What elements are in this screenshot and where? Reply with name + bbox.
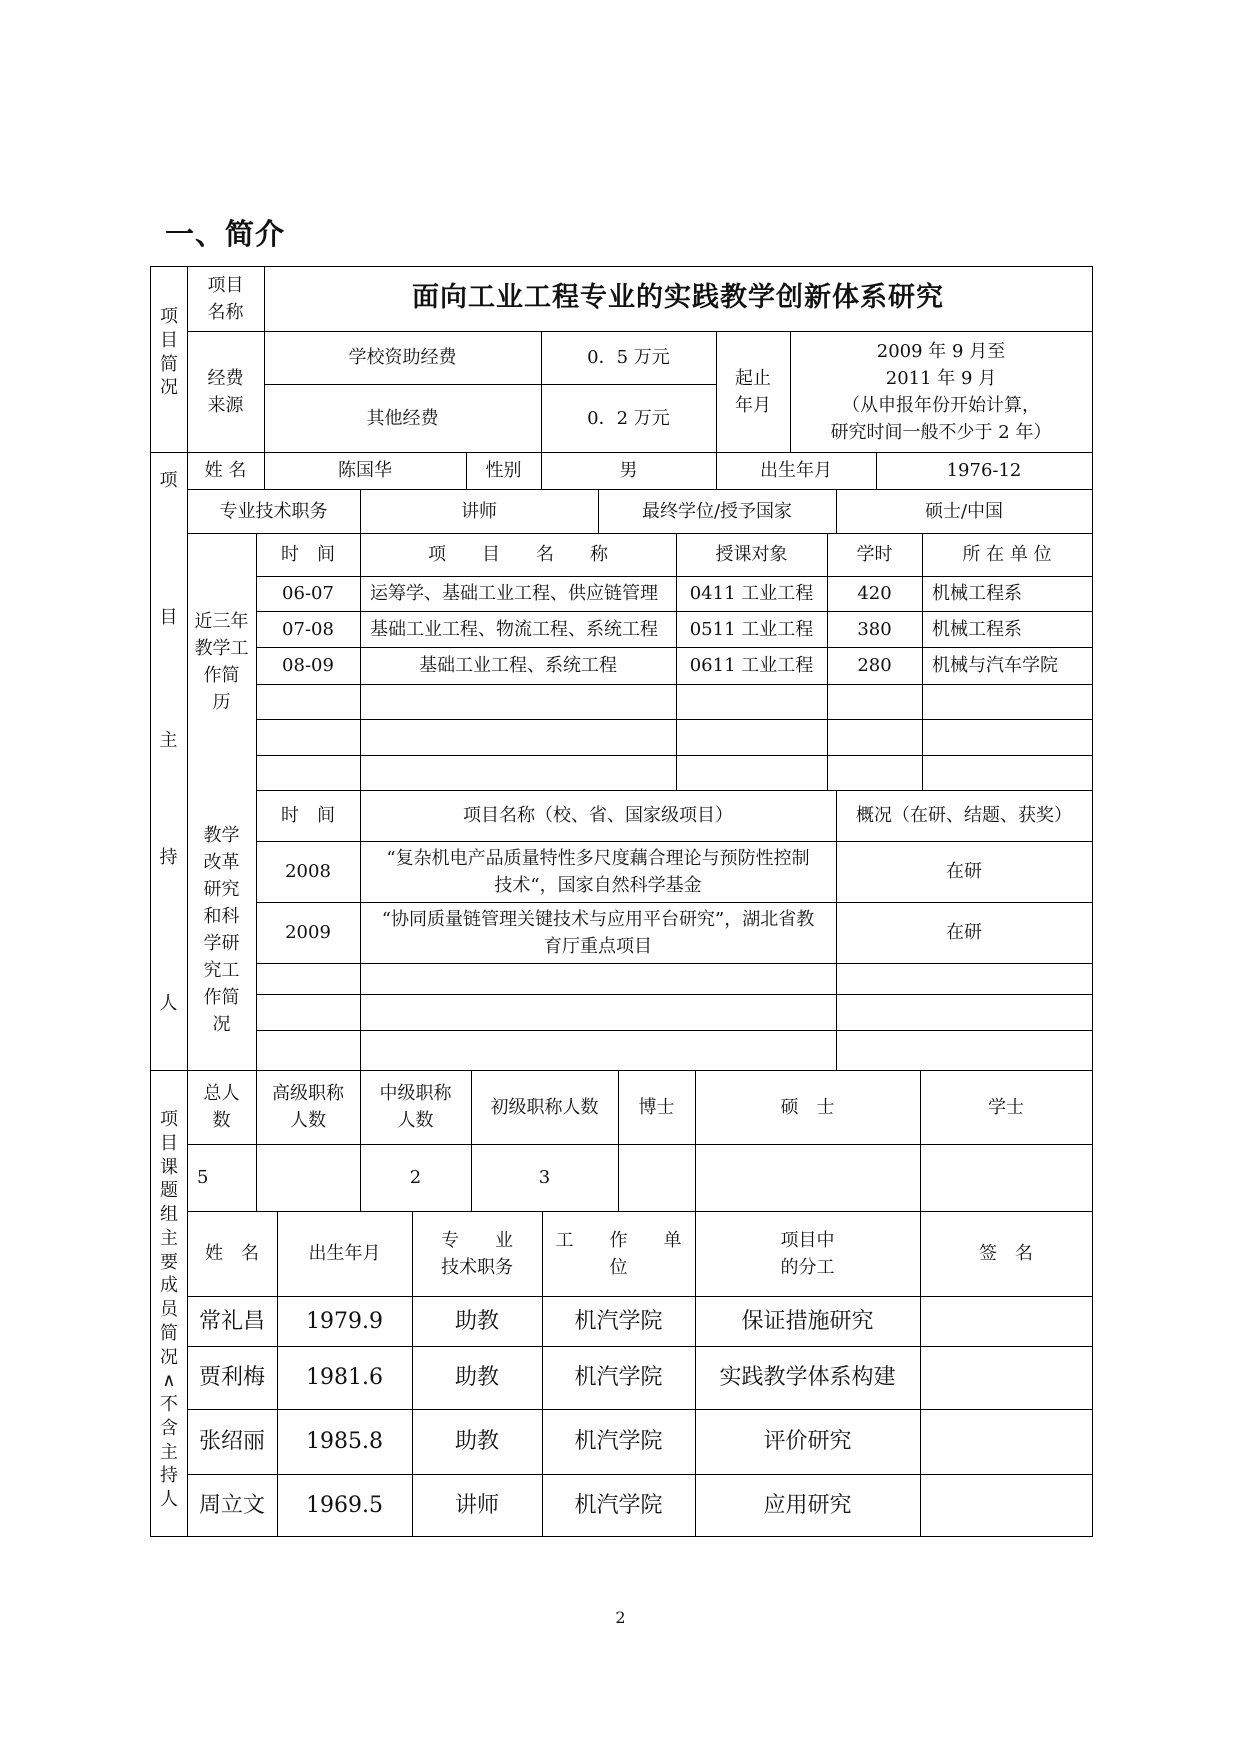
teaching-cell: 基础工业工程、物流工程、系统工程 bbox=[370, 618, 658, 640]
member-stats-header: 初级职称人数 bbox=[490, 1096, 599, 1118]
teaching-cell: 机械工程系 bbox=[932, 618, 1022, 640]
teaching-header: 授课对象 bbox=[715, 544, 788, 565]
member-cell: 周立文 bbox=[198, 1492, 265, 1518]
member-stats-header: 总人 数 bbox=[203, 1083, 240, 1131]
host-name-label: 姓 名 bbox=[204, 460, 247, 481]
teaching-header: 学时 bbox=[856, 544, 893, 565]
member-header: 姓 名 bbox=[205, 1243, 259, 1264]
member-cell: 常礼昌 bbox=[198, 1308, 265, 1334]
table-rule bbox=[150, 266, 151, 1537]
member-cell: 保证措施研究 bbox=[741, 1308, 874, 1334]
section-label-host-char: 人 bbox=[159, 992, 178, 1014]
member-cell: 助教 bbox=[454, 1365, 499, 1390]
table-rule bbox=[256, 994, 1093, 995]
member-stats-value: 2 bbox=[409, 1167, 422, 1188]
member-cell: 1979.9 bbox=[306, 1308, 383, 1334]
member-header: 签 名 bbox=[979, 1243, 1033, 1264]
member-header: 出生年月 bbox=[308, 1243, 381, 1264]
other-fund-label: 其他经费 bbox=[366, 407, 439, 429]
teaching-cell: 07-08 bbox=[282, 618, 334, 640]
member-cell: 1981.6 bbox=[306, 1365, 383, 1390]
research-cell: 在研 bbox=[946, 922, 982, 943]
school-fund-value: 0．5 万元 bbox=[587, 347, 670, 368]
host-birth-label: 出生年月 bbox=[760, 460, 832, 481]
research-cell: “协同质量链管理关键技术与应用平台研究”，湖北省教 育厅重点项目 bbox=[381, 908, 815, 957]
table-rule bbox=[256, 1030, 1093, 1031]
section-label-host-char: 主 bbox=[159, 729, 178, 751]
member-cell: 张绍丽 bbox=[198, 1429, 265, 1454]
member-cell bbox=[920, 1346, 1092, 1409]
member-stats-value bbox=[920, 1144, 1092, 1211]
member-header: 工 作 单 位 bbox=[555, 1229, 682, 1278]
section-label-members: 项 目 课 题 组 主 要 成 员 简 况 ∧ 不 含 主 持 人 bbox=[160, 1109, 178, 1510]
teaching-cell: 0411 工业工程 bbox=[689, 583, 814, 604]
member-stats-value: 3 bbox=[538, 1167, 551, 1188]
teaching-cell: 运筹学、基础工业工程、供应链管理 bbox=[370, 583, 658, 604]
host-degree: 硕士/中国 bbox=[924, 500, 1004, 522]
table-rule bbox=[256, 719, 1093, 720]
member-stats-value bbox=[695, 1144, 920, 1211]
teaching-cell: 机械工程系 bbox=[932, 583, 1022, 604]
member-stats-value: 5 bbox=[197, 1167, 209, 1188]
research-cell: 2008 bbox=[285, 861, 331, 882]
teaching-header: 项 目 名 称 bbox=[428, 544, 608, 565]
member-stats-value bbox=[618, 1144, 695, 1211]
member-cell: 应用研究 bbox=[763, 1492, 852, 1518]
member-cell: 助教 bbox=[454, 1429, 499, 1454]
research-cell: 2009 bbox=[285, 922, 331, 943]
period-value: 2009 年 9 月至 2011 年 9 月 （从申报年份开始计算， 研究时间一般不少于 2 年） bbox=[830, 340, 1052, 443]
teaching-cell: 420 bbox=[857, 583, 892, 604]
section-label-overview: 项 目 简 况 bbox=[160, 306, 178, 399]
host-gender-label: 性别 bbox=[485, 460, 522, 481]
member-cell: 讲师 bbox=[454, 1492, 499, 1518]
teaching-header: 时 间 bbox=[281, 544, 335, 565]
member-header: 项目中 的分工 bbox=[780, 1229, 835, 1278]
research-cell: “复杂机电产品质量特性多尺度藕合理论与预防性控制 技术“，国家自然科学基金 bbox=[386, 847, 810, 896]
teaching-cell: 机械与汽车学院 bbox=[932, 655, 1058, 676]
member-cell: 贾利梅 bbox=[198, 1365, 265, 1390]
member-cell: 机汽学院 bbox=[574, 1365, 663, 1390]
member-cell bbox=[920, 1474, 1092, 1536]
research-header: 时 间 bbox=[281, 805, 335, 826]
host-title: 讲师 bbox=[461, 500, 497, 522]
research-cell: 在研 bbox=[946, 861, 982, 882]
teaching-cell: 08-09 bbox=[282, 655, 334, 676]
research-header: 项目名称（校、省、国家级项目） bbox=[463, 805, 733, 826]
member-cell: 机汽学院 bbox=[574, 1492, 663, 1518]
page-heading: 一、简介 bbox=[165, 217, 286, 251]
project-name-label: 项目 名称 bbox=[207, 274, 244, 323]
member-cell: 机汽学院 bbox=[574, 1308, 663, 1334]
member-cell: 实践教学体系构建 bbox=[719, 1365, 896, 1390]
member-stats-header: 博士 bbox=[638, 1096, 675, 1118]
member-cell: 1985.8 bbox=[306, 1429, 383, 1454]
host-title-label: 专业技术职务 bbox=[219, 500, 328, 522]
teaching-header: 所 在 单 位 bbox=[962, 544, 1052, 565]
member-cell: 助教 bbox=[454, 1308, 499, 1334]
host-birth: 1976-12 bbox=[946, 460, 1022, 481]
teaching-cell: 0511 工业工程 bbox=[689, 618, 814, 640]
member-cell: 评价研究 bbox=[763, 1429, 852, 1454]
section-label-host-char: 项 bbox=[159, 469, 178, 491]
member-stats-header: 学士 bbox=[988, 1096, 1024, 1118]
other-fund-value: 0．2 万元 bbox=[587, 407, 670, 429]
page-number: 2 bbox=[615, 1608, 626, 1627]
section-label-host-char: 持 bbox=[159, 846, 178, 868]
teaching-cell: 基础工业工程、系统工程 bbox=[419, 655, 617, 676]
member-cell: 机汽学院 bbox=[574, 1429, 663, 1454]
teaching-cell: 06-07 bbox=[282, 583, 334, 604]
member-cell bbox=[920, 1296, 1092, 1346]
period-label: 起止 年月 bbox=[735, 367, 771, 416]
member-stats-header: 中级职称 人数 bbox=[379, 1083, 452, 1131]
member-cell bbox=[920, 1409, 1092, 1474]
member-header: 专 业 技术职务 bbox=[441, 1229, 513, 1278]
teaching-cell: 280 bbox=[857, 655, 892, 676]
table-rule bbox=[256, 755, 1093, 756]
host-degree-label: 最终学位/授予国家 bbox=[641, 500, 793, 522]
member-stats-header: 硕 士 bbox=[780, 1096, 835, 1118]
school-fund-label: 学校资助经费 bbox=[348, 347, 457, 368]
section-label-host-char: 目 bbox=[159, 606, 178, 628]
teaching-cell: 0611 工业工程 bbox=[689, 655, 814, 676]
teaching-label: 近三年 教学工 作简 历 bbox=[194, 610, 249, 713]
host-gender: 男 bbox=[619, 460, 638, 481]
teaching-cell: 380 bbox=[857, 618, 892, 640]
project-name: 面向工业工程专业的实践教学创新体系研究 bbox=[412, 282, 944, 314]
member-stats-header: 高级职称 人数 bbox=[272, 1083, 344, 1131]
member-stats-value bbox=[256, 1144, 360, 1211]
funding-source-label: 经费 来源 bbox=[207, 367, 244, 416]
member-cell: 1969.5 bbox=[306, 1492, 383, 1518]
research-label: 教学 改革 研究 和科 学研 究工 作简 况 bbox=[203, 825, 240, 1035]
research-header: 概况（在研、结题、获奖） bbox=[856, 805, 1072, 826]
host-name: 陈国华 bbox=[338, 460, 392, 481]
